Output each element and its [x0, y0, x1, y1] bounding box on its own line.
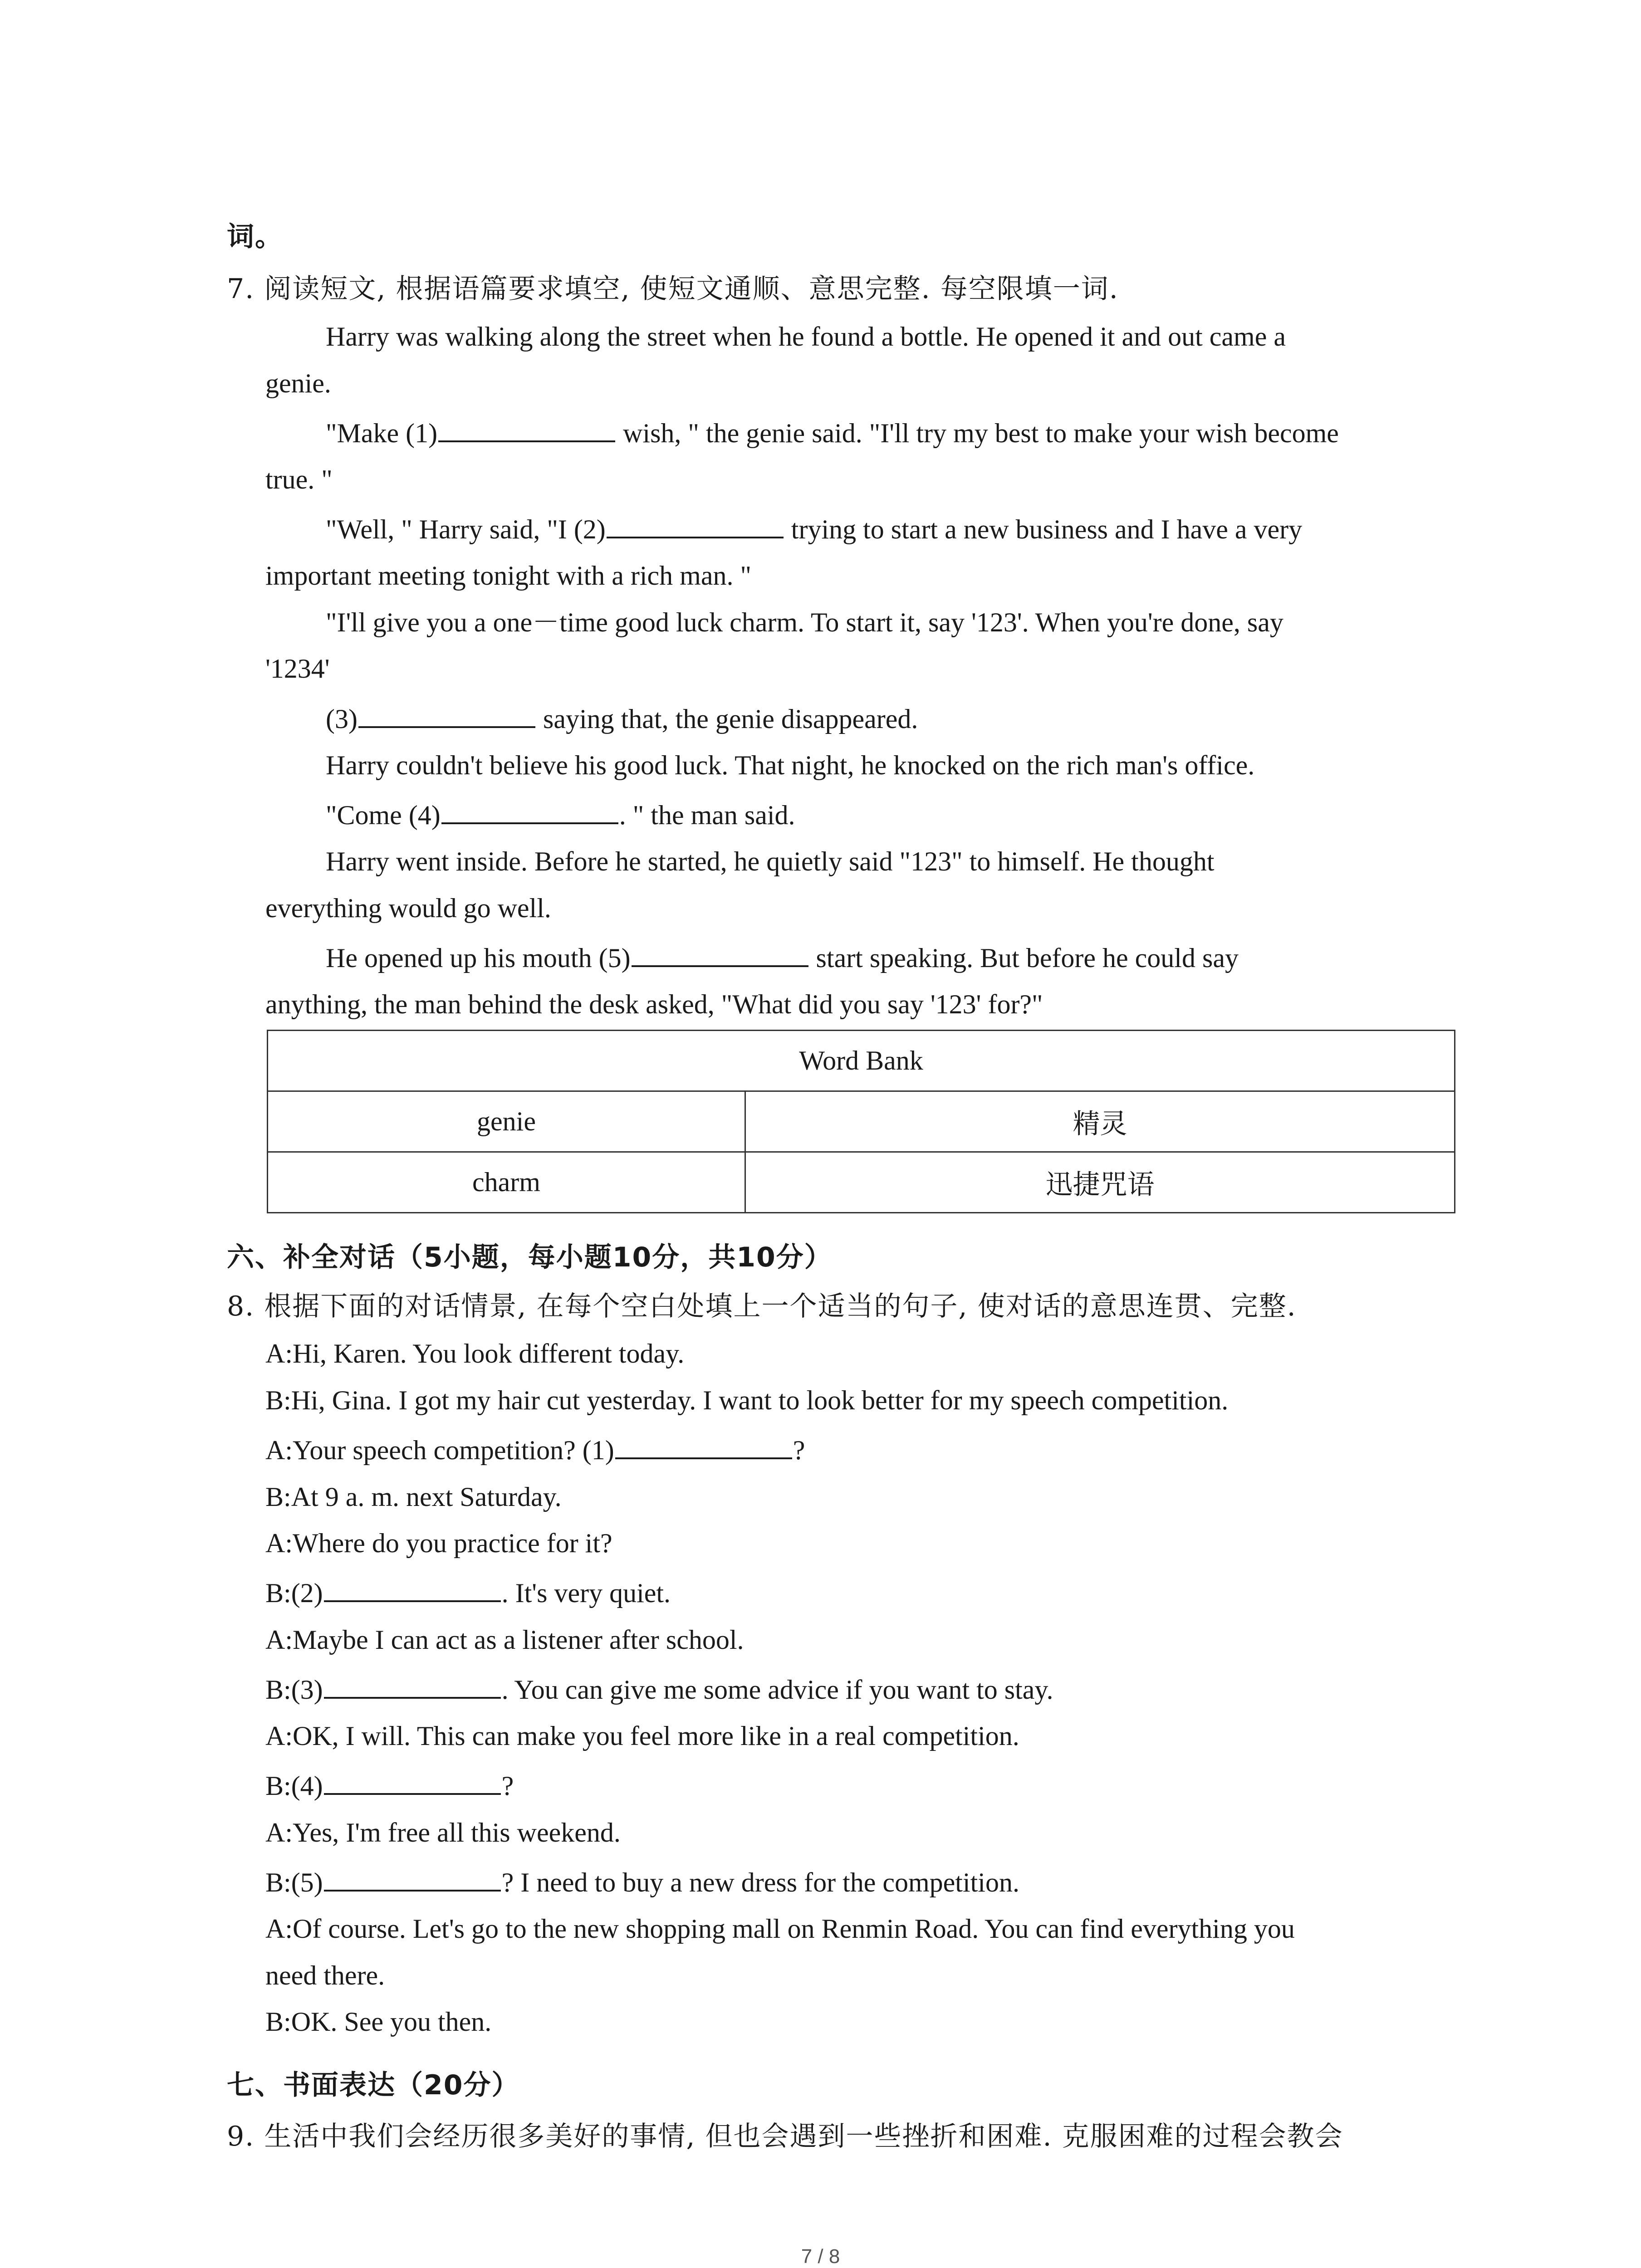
- section-7-heading: 七、书面表达（20分）: [227, 2069, 520, 2101]
- word-bank-header: Word Bank: [268, 1031, 1455, 1091]
- dialogue-blank-3-field[interactable]: [324, 1671, 501, 1699]
- word-bank-meaning: 迅捷咒语: [745, 1152, 1455, 1213]
- table-row: [268, 1091, 1455, 1152]
- dialogue-line: B:At 9 a. m. next Saturday.: [265, 1482, 562, 1512]
- text: wish, " the genie said. "I'll try my best to make your wish become: [616, 418, 1339, 448]
- passage-line: anything, the man behind the desk asked, "What did you say '123' for?": [265, 989, 1043, 1019]
- dialogue-blank-1-field[interactable]: [615, 1431, 792, 1459]
- blank-4-field[interactable]: [441, 796, 618, 824]
- blank-5-field[interactable]: [632, 939, 808, 967]
- dialogue-line-blank-1: [265, 1431, 805, 1469]
- dialogue-line: A:Of course. Let's go to the new shopping mall on Renmin Road. You can find everything you: [265, 1914, 1295, 1944]
- text: . You can give me some advice if you want to stay.: [501, 1675, 1053, 1705]
- page-number: 7 / 8: [801, 2245, 840, 2268]
- text: trying to start a new business and I have a very: [784, 514, 1303, 544]
- carryover-word: 词。: [227, 221, 283, 253]
- dialogue-line: A:OK, I will. This can make you feel more like in a real competition.: [265, 1721, 1019, 1751]
- dialogue-blank-4-field[interactable]: [324, 1767, 501, 1795]
- q7-instruction: 7. 阅读短文, 根据语篇要求填空, 使短文通顺、意思完整. 每空限填一词.: [227, 273, 1119, 305]
- text: "Well, " Harry said, "I (2): [326, 514, 606, 544]
- table-row: [268, 1152, 1455, 1213]
- text: B:(2): [265, 1578, 323, 1608]
- text: He opened up his mouth (5): [326, 943, 631, 973]
- text: ?: [793, 1435, 805, 1465]
- passage-line-blank-1: [326, 414, 1339, 452]
- q9-instruction: 9. 生活中我们会经历很多美好的事情, 但也会遇到一些挫折和困难. 克服困难的过程会教会: [227, 2121, 1343, 2152]
- dialogue-line-blank-5: [265, 1863, 1019, 1901]
- text: (3): [326, 704, 358, 734]
- blank-2-field[interactable]: [607, 510, 784, 538]
- passage-line: '1234': [265, 654, 330, 684]
- text: . It's very quiet.: [501, 1578, 671, 1608]
- dialogue-line: A:Where do you practice for it?: [265, 1528, 612, 1558]
- section-6-heading: 六、补全对话（5小题，每小题10分，共10分）: [227, 1242, 833, 1273]
- text: A:Your speech competition? (1): [265, 1435, 614, 1465]
- dialogue-line: A:Hi, Karen. You look different today.: [265, 1339, 685, 1369]
- text: start speaking. But before he could say: [809, 943, 1239, 973]
- passage-line: important meeting tonight with a rich man. ": [265, 561, 751, 591]
- blank-1-field[interactable]: [438, 414, 615, 442]
- dialogue-line: A:Yes, I'm free all this weekend.: [265, 1818, 621, 1848]
- word-bank-meaning: 精灵: [745, 1091, 1455, 1152]
- dialogue-line: A:Maybe I can act as a listener after school.: [265, 1625, 744, 1655]
- q8-instruction: 8. 根据下面的对话情景, 在每个空白处填上一个适当的句子, 使对话的意思连贯、完整.: [227, 1290, 1297, 1322]
- text: "Come (4): [326, 800, 441, 830]
- word-bank-term: charm: [268, 1152, 745, 1213]
- dialogue-line: B:OK. See you then.: [265, 2007, 492, 2037]
- dialogue-line-blank-3: [265, 1671, 1053, 1709]
- passage-line: "I'll give you a one－time good luck charm. To start it, say '123'. When you're done, say: [326, 607, 1283, 637]
- dialogue-blank-2-field[interactable]: [324, 1574, 501, 1602]
- text: "Make (1): [326, 418, 438, 448]
- text: ? I need to buy a new dress for the competition.: [501, 1867, 1019, 1897]
- word-bank-term: genie: [268, 1091, 745, 1152]
- text: saying that, the genie disappeared.: [536, 704, 918, 734]
- dialogue-line: need there.: [265, 1960, 385, 1990]
- passage-line: everything would go well.: [265, 893, 551, 923]
- text: B:(3): [265, 1675, 323, 1705]
- text: B:(4): [265, 1771, 323, 1801]
- passage-line: true. ": [265, 464, 333, 494]
- passage-line: Harry couldn't believe his good luck. That night, he knocked on the rich man's office.: [326, 750, 1255, 780]
- dialogue-line: B:Hi, Gina. I got my hair cut yesterday. I want to look better for my speech competition.: [265, 1385, 1229, 1415]
- passage-line: Harry went inside. Before he started, he quietly said "123" to himself. He thought: [326, 846, 1215, 876]
- blank-3-field[interactable]: [358, 700, 535, 728]
- passage-line-blank-4: [326, 796, 795, 834]
- dialogue-line-blank-4: [265, 1767, 514, 1805]
- word-bank-table: [267, 1030, 1455, 1213]
- passage-line-blank-2: [326, 510, 1302, 548]
- text: . " the man said.: [619, 800, 795, 830]
- passage-line: genie.: [265, 368, 331, 398]
- text: B:(5): [265, 1867, 323, 1897]
- dialogue-blank-5-field[interactable]: [324, 1863, 501, 1892]
- passage-line-blank-5: [326, 939, 1239, 977]
- text: ?: [501, 1771, 514, 1801]
- passage-line-blank-3: [326, 700, 918, 738]
- dialogue-line-blank-2: [265, 1574, 671, 1612]
- passage-line: Harry was walking along the street when he found a bottle. He opened it and out came a: [326, 322, 1286, 352]
